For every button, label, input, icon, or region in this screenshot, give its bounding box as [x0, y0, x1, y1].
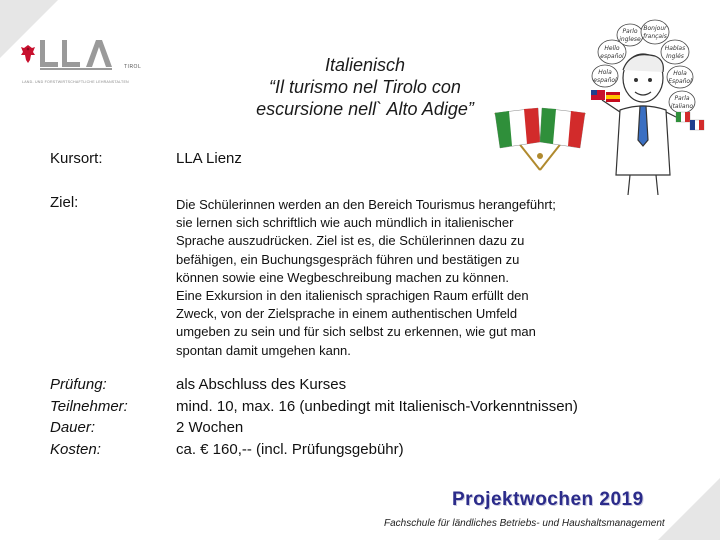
speaker-illustration: [480, 10, 720, 200]
ziel-line: Die Schülerinnen werden an den Bereich Tourismus herangeführt;: [176, 197, 556, 212]
ziel-line: Eine Exkursion in den italienisch sprachigen Raum erfüllt den: [176, 288, 529, 304]
corner-decoration-bottom-right: [658, 478, 720, 540]
svg-text:Hablas: Hablas: [664, 45, 686, 52]
kosten-label: Kosten:: [50, 440, 101, 458]
ziel-line: können sowie eine Wegbeschreibung machen zu können.: [176, 269, 509, 285]
projektwochen-heading: Projektwochen 2019: [452, 489, 644, 510]
school-name: Fachschule für ländliches Betriebs- und Haushaltsmanagement: [384, 518, 665, 529]
teilnehmer-value: mind. 10, max. 16 (unbedingt mit Italienisch-Vorkenntnissen): [176, 397, 578, 415]
svg-text:Parla: Parla: [674, 95, 690, 102]
svg-text:Hello: Hello: [604, 45, 620, 52]
lla-logo: [20, 40, 142, 90]
svg-text:français: français: [643, 33, 667, 40]
title-line-1: Italienisch: [324, 55, 406, 75]
lla-wordmark-graphic: [40, 40, 118, 70]
ziel-description: [176, 196, 626, 360]
kosten-value: ca. € 160,-- (incl. Prüfungsgebühr): [176, 440, 404, 458]
logo-subline: LAND- UND FORSTWIRTSCHAFTLICHE LEHRANSTALTEN: [22, 80, 129, 84]
ziel-line: umgeben zu sein und für sich selbst zu erkennen, wie gut man: [176, 324, 536, 340]
svg-text:Hola: Hola: [598, 69, 612, 76]
kursort-value: LLA Lienz: [176, 150, 242, 167]
ziel-line: Sprache auszudrücken. Ziel ist es, die Schülerinnen dazu zu: [176, 233, 525, 249]
ziel-line: Zweck, von der Zielsprache in einem authentischen Umfeld: [176, 306, 518, 322]
ziel-line: sie lernen sich schriftlich wie auch mündlich in italienischer: [176, 215, 514, 231]
svg-text:inglese: inglese: [619, 36, 641, 43]
ziel-line: spontan damit umgehen kann.: [176, 342, 351, 358]
title-line-3: escursione nell` Alto Adige”: [256, 99, 474, 119]
tyrol-eagle-icon: [20, 44, 36, 64]
svg-text:Hola: Hola: [673, 70, 687, 77]
pruefung-label: Prüfung:: [50, 376, 107, 393]
svg-text:español: español: [593, 77, 617, 84]
svg-text:Bonjour: Bonjour: [643, 25, 667, 32]
title-line-2: “Il turismo nel Tirolo con: [269, 77, 461, 97]
pruefung-value: als Abschluss des Kurses: [176, 376, 347, 393]
crossed-italian-flags-icon: [495, 108, 585, 170]
svg-text:español: español: [600, 53, 624, 60]
logo-region: TIROL: [124, 64, 142, 70]
ziel-label: Ziel:: [50, 194, 79, 211]
svg-text:Español: Español: [668, 78, 692, 85]
svg-text:italiano: italiano: [670, 103, 694, 110]
kursort-label: Kursort:: [50, 150, 103, 167]
dauer-label: Dauer:: [50, 419, 96, 436]
details-values: [176, 374, 578, 460]
ziel-line: befähigen, ein Buchungsgespräch führen und bestätigen zu: [176, 251, 520, 267]
svg-text:Inglés: Inglés: [666, 53, 684, 60]
dauer-value: 2 Wochen: [176, 419, 244, 436]
details-labels: [50, 374, 128, 460]
teilnehmer-label: Teilnehmer:: [50, 397, 128, 415]
svg-text:Parlo: Parlo: [622, 28, 638, 35]
